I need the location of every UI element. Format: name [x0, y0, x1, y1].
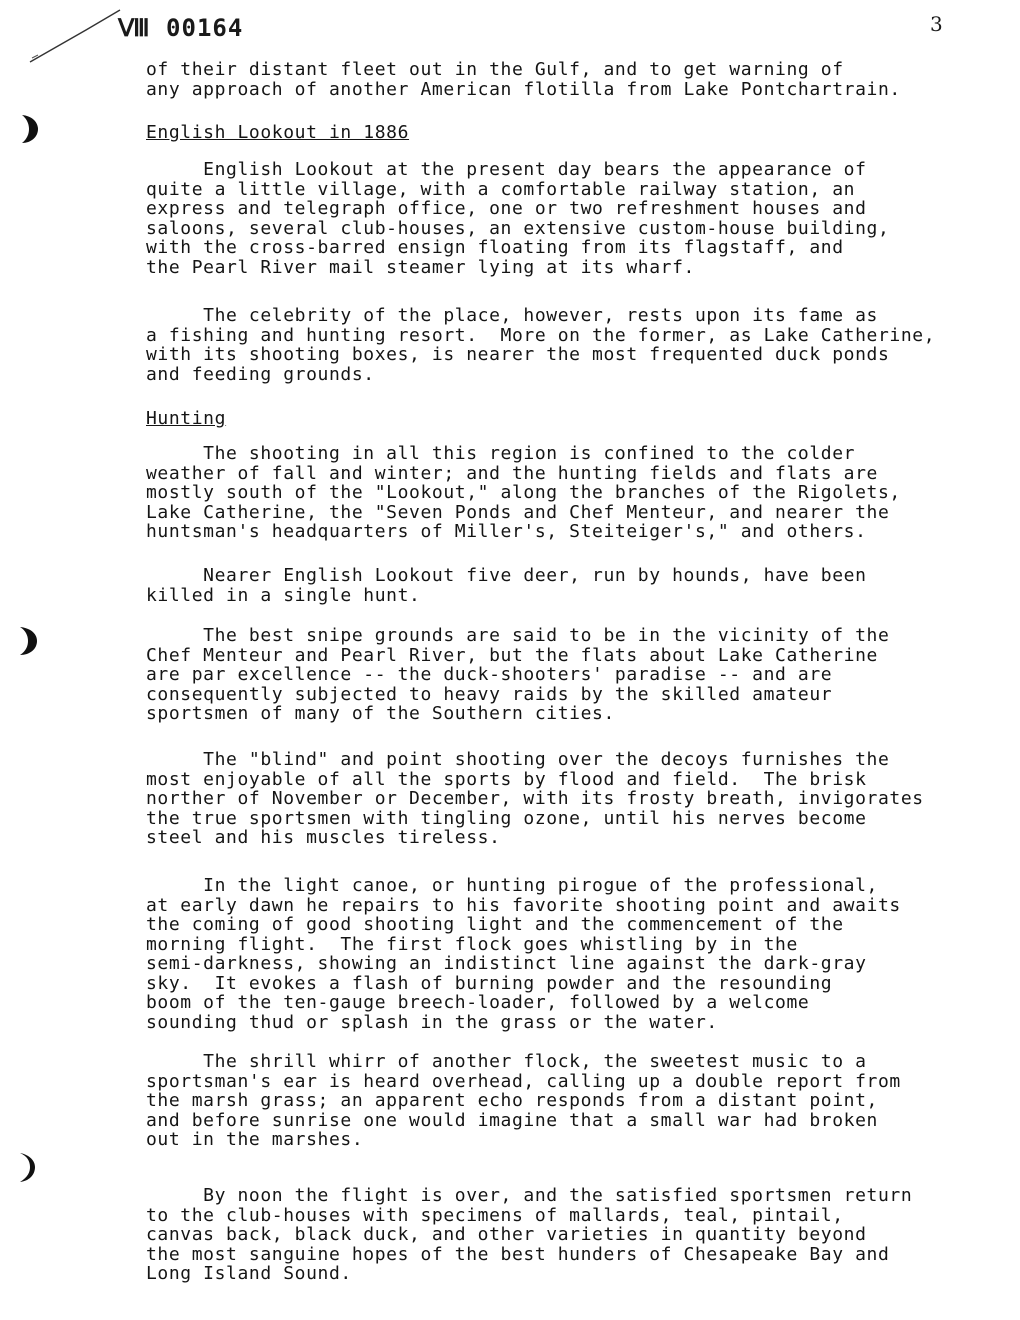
pen-mark — [28, 6, 123, 66]
paragraph-deer: Nearer English Lookout five deer, run by hounds, have been killed in a single hunt. — [146, 565, 867, 606]
punch-hole — [10, 1150, 40, 1184]
paragraph-canoe: In the light canoe, or hunting pirogue of the professional, at early dawn he repairs to his favorite shooting point and awaits the coming of good shooting light and the commencement of the morning flight. The first flock goes whistling by in the semi-darkness, showing an indistinct line against the dark-gray sky. It evokes a flash of burning powder and the resounding boom of the ten-gauge breech-loader, followed by a welcome sounding thud or splash in the grass or the water. — [146, 875, 901, 1033]
paragraph-noon: By noon the flight is over, and the satisfied sportsmen return to the club-houses with specimens of mallards, teal, pintail, canvas back, black duck, and other varieties in quantity beyond the most sanguine hopes of the best hunders of Chesapeake Bay and Long Island Sound. — [146, 1185, 913, 1284]
paragraph-blind-shooting: The "blind" and point shooting over the decoys furnishes the most enjoyable of all the sports by flood and field. The brisk norther of November or December, with its frosty breath, invigorates the true sportsmen with tingling ozone, until his nerves become steel and his muscles tireless. — [146, 749, 924, 848]
document-id-stamp: Ⅷ 00164 — [118, 14, 244, 42]
section-heading-hunting: Hunting — [146, 408, 227, 429]
paragraph-celebrity: The celebrity of the place, however, rests upon its fame as a fishing and hunting resort. More on the former, as Lake Catherine, with its shooting boxes, is nearer the most frequented duck ponds and feeding grounds. — [146, 305, 936, 385]
paragraph-shooting-region: The shooting in all this region is confined to the colder weather of fall and winter; and the hunting fields and flats are mostly south of the "Lookout," along the branches of the Rigolets, Lake Catherine, the "Seven Ponds and Chef Menteur, and nearer the huntsman's headquarters of Miller's, Steiteiger's," and others. — [146, 443, 901, 542]
paragraph-continued: of their distant fleet out in the Gulf, and to get warning of any approach of another American flotilla from Lake Pontchartrain. — [146, 59, 901, 100]
page-number: 3 — [930, 12, 943, 36]
paragraph-shrill-whirr: The shrill whirr of another flock, the sweetest music to a sportsman's ear is heard overhead, calling up a double report from the marsh grass; an apparent echo responds from a distant point, and before sunrise one would imagine that a small war had broken out in the marshes. — [146, 1051, 901, 1150]
punch-hole — [10, 624, 40, 658]
section-heading-english-lookout: English Lookout in 1886 — [146, 122, 410, 143]
punch-hole — [10, 112, 40, 146]
paragraph-village: English Lookout at the present day bears the appearance of quite a little village, with a comfortable railway station, an express and telegraph office, one or two refreshment houses and saloons, several club-houses, an extensive custom-house building, with the cross-barred ensign floating from its flagstaff, and the Pearl River mail steamer lying at its wharf. — [146, 159, 890, 278]
paragraph-snipe-grounds: The best snipe grounds are said to be in the vicinity of the Chef Menteur and Pearl River, but the flats about Lake Catherine are par excellence -- the duck-shooters' paradise -- and are consequently subjected to heavy raids by the skilled amateur sportsmen of many of the Southern cities. — [146, 625, 890, 724]
